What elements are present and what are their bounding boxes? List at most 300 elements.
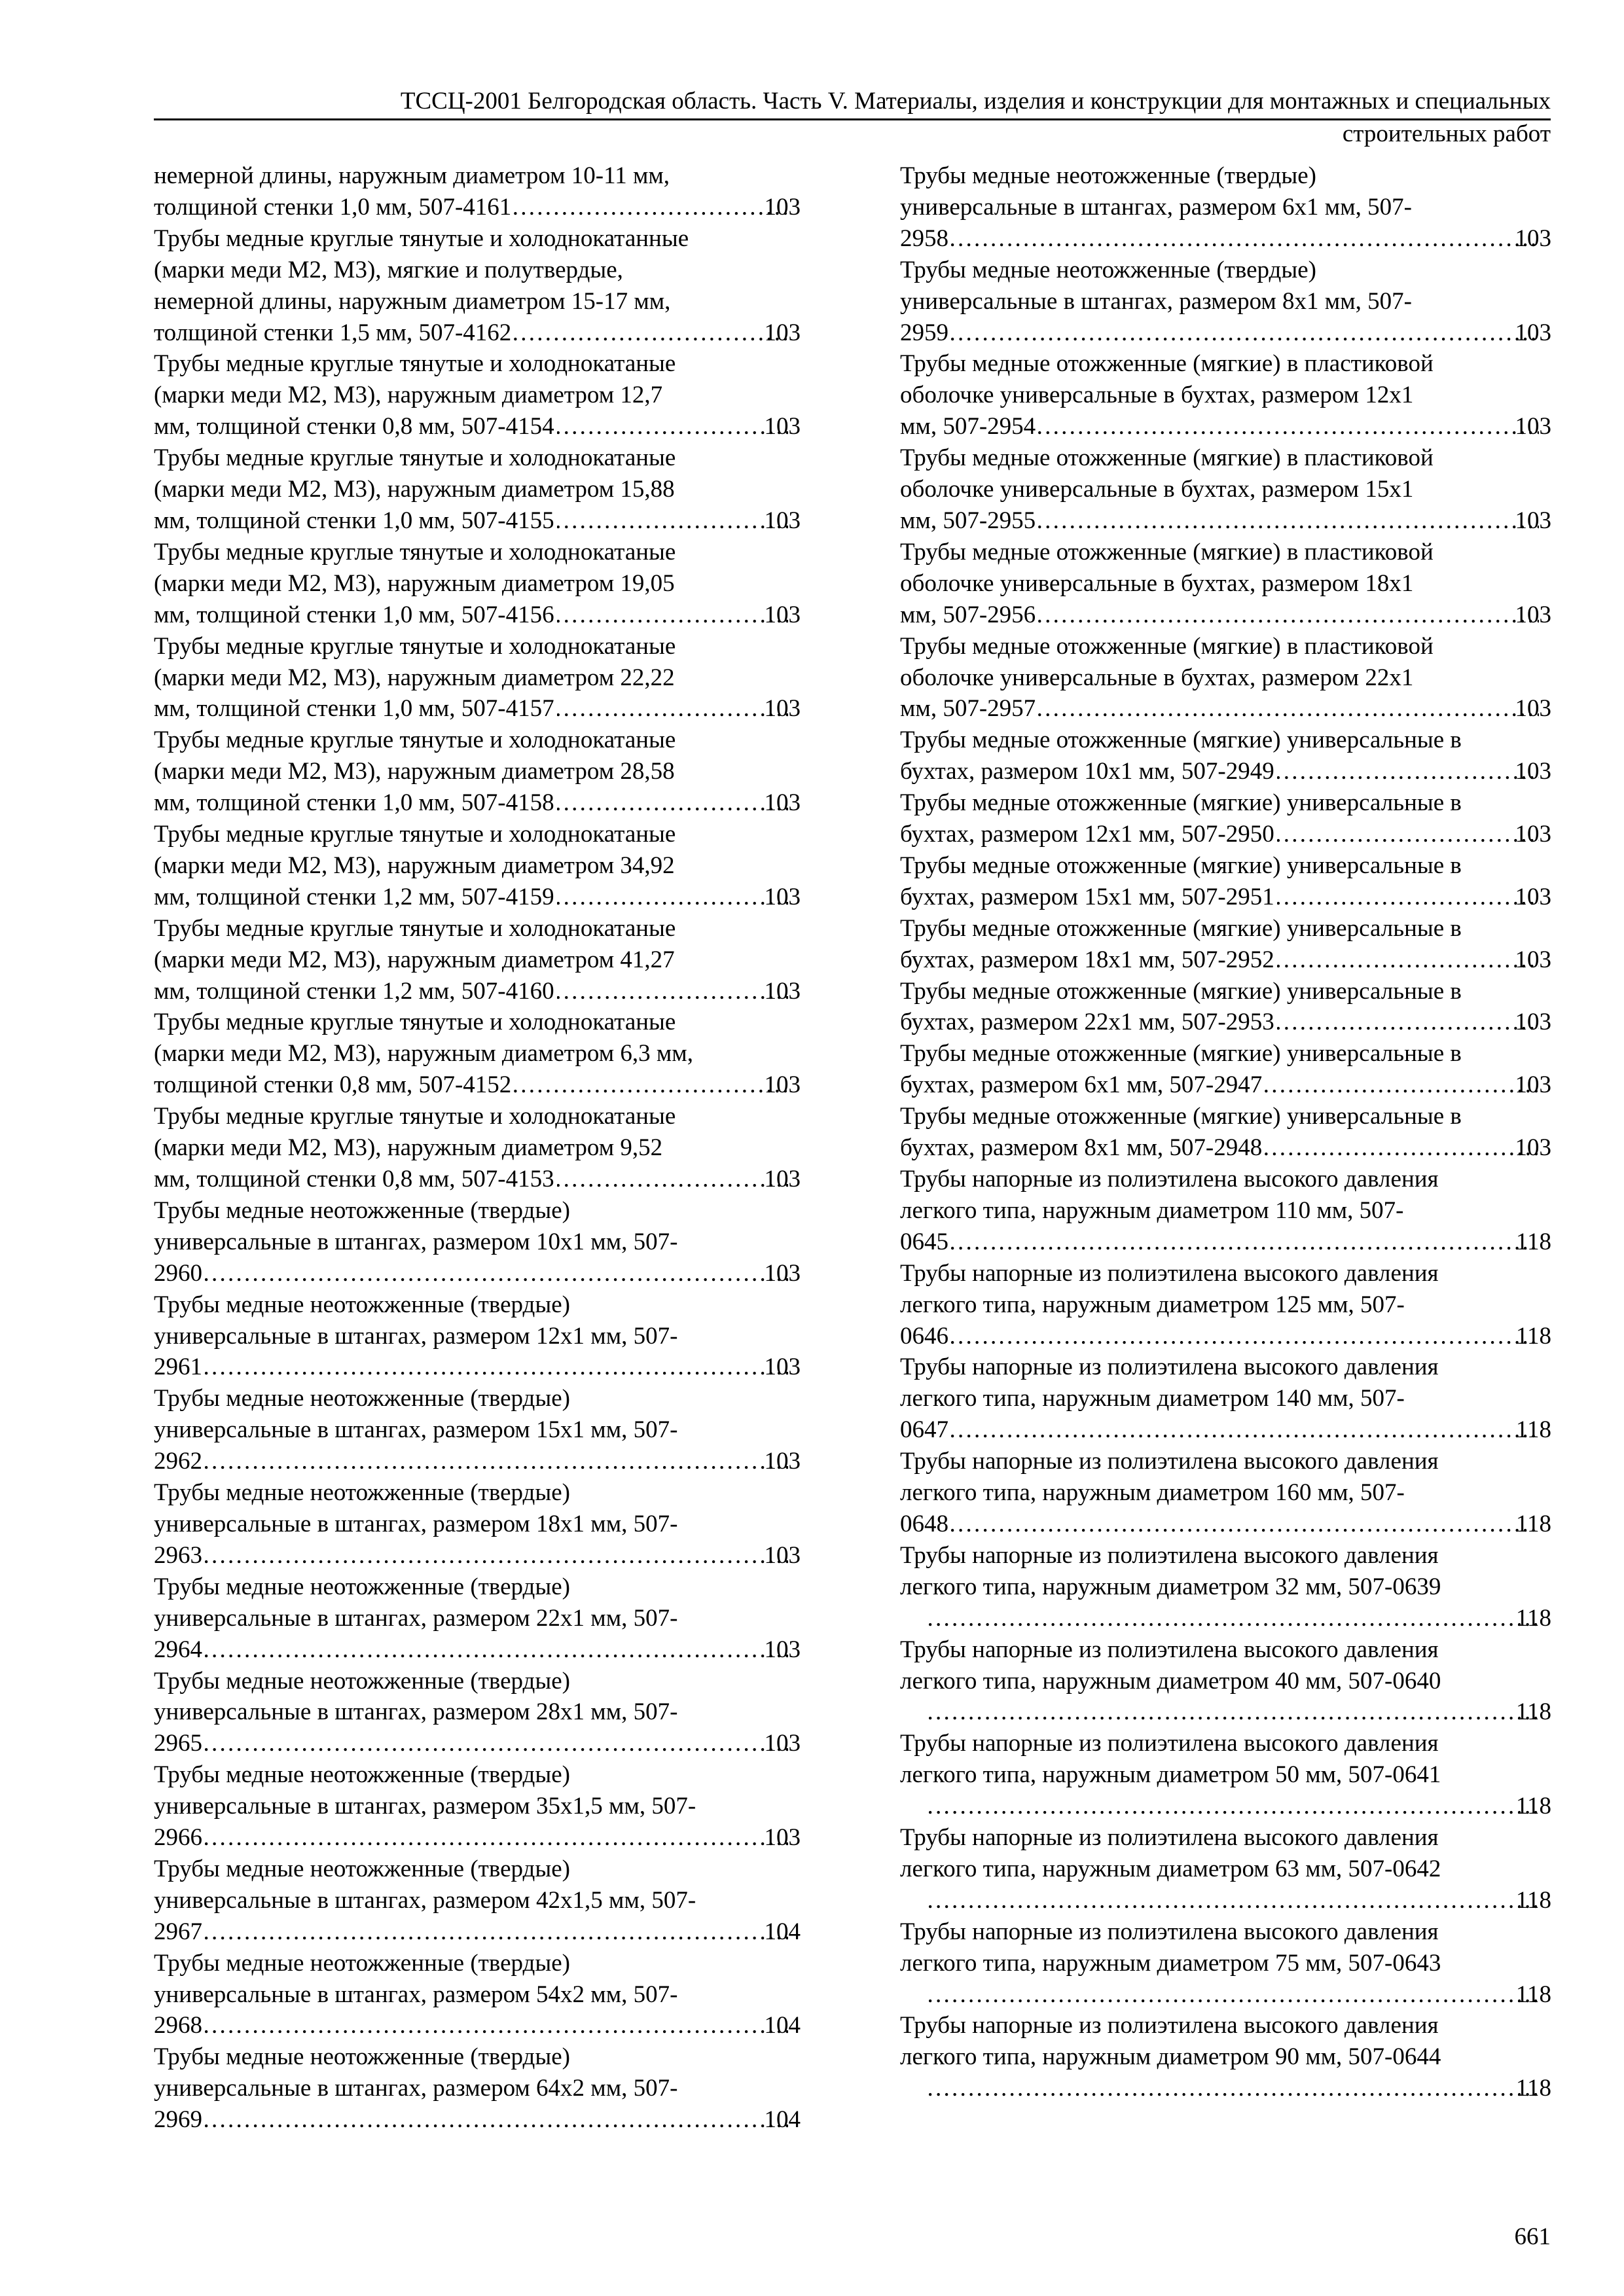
index-entry-line: Трубы медные неотожженные (твердые) xyxy=(154,1385,570,1412)
index-entry-line: универсальные в штангах, размером 18x1 мм, 507- xyxy=(154,1510,678,1537)
index-entry xyxy=(900,1446,1551,1540)
index-entry-last-line xyxy=(900,693,1551,725)
index-entry-page: 103 xyxy=(764,193,801,221)
index-entry-line: Трубы медные круглые тянутые и холоднокатаные xyxy=(154,350,676,378)
index-entry-line: Трубы медные неотожженные (твердые) xyxy=(154,1196,570,1224)
index-entry-line: Трубы медные круглые тянутые и холоднокатаные xyxy=(154,444,676,472)
index-entry-last-line xyxy=(926,1696,1551,1728)
index-entry-line: Трубы медные отожженные (мягкие) универсальные в xyxy=(900,789,1462,817)
index-entry-line: Трубы напорные из полиэтилена высокого давления xyxy=(900,1730,1439,1757)
index-entry-code: толщиной стенки 1,5 мм, 507-4162 xyxy=(154,319,512,346)
index-entry xyxy=(154,1854,801,1948)
index-entry-page: 103 xyxy=(764,883,801,910)
index-entry-page: 118 xyxy=(1515,2075,1551,2102)
index-entry-code: бухтах, размером 18x1 мм, 507-2952 xyxy=(900,946,1274,973)
index-entry-line: Трубы медные неотожженные (твердые) xyxy=(154,1479,570,1507)
index-entry-last-line xyxy=(900,1321,1551,1352)
index-entry xyxy=(154,537,801,631)
index-entry-page: 103 xyxy=(1515,695,1551,723)
index-column-right xyxy=(900,160,1551,2104)
index-entry-line: Трубы медные неотожженные (твердые) xyxy=(154,1949,570,1977)
dot-leader xyxy=(557,600,788,631)
index-entry-line: Трубы медные круглые тянутые и холоднокатаные xyxy=(154,821,676,848)
index-entry-code: 2967 xyxy=(154,1918,202,1945)
index-entry-code: 2969 xyxy=(154,2106,202,2134)
index-entry-page: 118 xyxy=(1515,1510,1551,1537)
index-entry-code: толщиной стенки 1,0 мм, 507-4161 xyxy=(154,193,512,221)
index-entry xyxy=(900,537,1551,631)
index-entry-page: 103 xyxy=(764,1448,801,1475)
index-entry-code: 2962 xyxy=(154,1448,202,1475)
index-entry-page: 118 xyxy=(1515,1698,1551,1726)
index-entry-page: 104 xyxy=(764,1918,801,1945)
index-entry-line: Трубы медные круглые тянутые и холоднокатаные xyxy=(154,1009,676,1036)
index-entry xyxy=(900,1101,1551,1164)
index-entry-line: (марки меди М2, М3), наружным диаметром 9,52 xyxy=(154,1134,663,1162)
index-entry-line: универсальные в штангах, размером 35x1,5 мм, 507- xyxy=(154,1793,696,1820)
index-entry-page: 103 xyxy=(764,319,801,346)
index-entry-code: мм, толщиной стенки 1,0 мм, 507-4156 xyxy=(154,601,554,628)
index-entry-line: Трубы медные отожженные (мягкие) в пластиковой xyxy=(900,444,1434,472)
index-entry-line: Трубы напорные из полиэтилена высокого давления xyxy=(900,1166,1439,1193)
index-entry-page: 103 xyxy=(764,1071,801,1099)
index-entry-last-line xyxy=(926,2073,1551,2104)
dot-leader xyxy=(1038,411,1538,442)
index-entry-last-line xyxy=(900,1069,1551,1101)
index-entry-page: 103 xyxy=(1515,1009,1551,1036)
index-entry-code: 2961 xyxy=(154,1354,202,1381)
dot-leader xyxy=(557,411,788,442)
index-entry xyxy=(900,160,1551,255)
index-entry-page: 103 xyxy=(1515,319,1551,346)
index-entry xyxy=(900,1634,1551,1729)
index-entry xyxy=(154,1571,801,1666)
index-entry-last-line xyxy=(900,411,1551,442)
index-entry-code: 2965 xyxy=(154,1730,202,1757)
index-entry-last-line xyxy=(900,882,1551,913)
index-entry-page: 103 xyxy=(764,1541,801,1569)
index-entry-last-line xyxy=(154,787,801,819)
index-entry-line: немерной длины, наружным диаметром 10-11 мм, xyxy=(154,162,670,189)
dot-leader xyxy=(205,1728,788,1759)
index-entry-line: Трубы медные отожженные (мягкие) универсальные в xyxy=(900,914,1462,942)
index-entry-page: 103 xyxy=(764,413,801,440)
index-entry-page: 103 xyxy=(764,1259,801,1287)
index-entry-code: 2964 xyxy=(154,1636,202,1663)
index-entry-last-line xyxy=(154,317,801,349)
index-entry-line: легкого типа, наружным диаметром 125 мм, 507- xyxy=(900,1291,1405,1318)
index-entry-line: Трубы напорные из полиэтилена высокого давления xyxy=(900,1259,1439,1287)
index-entry-line: универсальные в штангах, размером 42x1,5 мм, 507- xyxy=(154,1886,696,1914)
index-entry-line: оболочке универсальные в бухтах, размером 18x1 xyxy=(900,569,1414,597)
index-entry-page: 118 xyxy=(1515,1886,1551,1914)
index-entry-code: мм, толщиной стенки 1,0 мм, 507-4155 xyxy=(154,507,554,534)
index-entry-line: универсальные в штангах, размером 12x1 мм, 507- xyxy=(154,1322,678,1350)
index-entry-line: (марки меди М2, М3), наружным диаметром 34,92 xyxy=(154,852,675,879)
dot-leader xyxy=(557,693,788,725)
index-entry-line: легкого типа, наружным диаметром 90 мм, 507-0644 xyxy=(900,2043,1441,2071)
index-entry xyxy=(900,348,1551,442)
index-entry-line: универсальные в штангах, размером 15x1 мм, 507- xyxy=(154,1416,678,1444)
index-entry-code: 2963 xyxy=(154,1541,202,1569)
index-entry-code: мм, толщиной стенки 1,2 мм, 507-4160 xyxy=(154,977,554,1005)
index-entry-last-line xyxy=(154,2104,801,2136)
index-entry-last-line xyxy=(900,223,1551,255)
index-entry xyxy=(154,1383,801,1477)
dot-leader xyxy=(1265,1069,1538,1101)
index-entry-code: 2966 xyxy=(154,1824,202,1852)
index-entry-line: (марки меди М2, М3), наружным диаметром 28,58 xyxy=(154,758,675,785)
index-entry-last-line xyxy=(154,1352,801,1383)
dot-leader xyxy=(205,1446,788,1477)
index-entry-line: Трубы медные неотожженные (твердые) xyxy=(900,256,1316,283)
index-entry-code: толщиной стенки 0,8 мм, 507-4152 xyxy=(154,1071,512,1099)
index-column-left xyxy=(154,160,801,2136)
index-entry-line: Трубы медные круглые тянутые и холоднокатаные xyxy=(154,726,676,754)
index-entry-last-line xyxy=(154,1069,801,1101)
index-entry-line: Трубы медные отожженные (мягкие) универсальные в xyxy=(900,852,1462,879)
dot-leader xyxy=(205,1258,788,1289)
index-entry-line: Трубы медные отожженные (мягкие) универсальные в xyxy=(900,1103,1462,1130)
index-entry-line: Трубы медные неотожженные (твердые) xyxy=(154,1761,570,1789)
index-entry-last-line xyxy=(154,1540,801,1571)
dot-leader xyxy=(557,882,788,913)
index-entry-line: Трубы медные неотожженные (твердые) xyxy=(154,1291,570,1318)
index-entry-last-line xyxy=(154,192,801,223)
index-entry-last-line xyxy=(926,1979,1551,2011)
index-entry xyxy=(154,1759,801,1854)
index-entry xyxy=(154,631,801,725)
index-entry-line: Трубы медные отожженные (мягкие) универсальные в xyxy=(900,726,1462,754)
index-entry-line: Трубы напорные из полиэтилена высокого давления xyxy=(900,2012,1439,2039)
index-entry-last-line xyxy=(900,756,1551,787)
index-entry-line: оболочке универсальные в бухтах, размером 22x1 xyxy=(900,664,1414,691)
index-entry-last-line xyxy=(900,600,1551,631)
dot-leader xyxy=(951,1509,1540,1540)
index-entry xyxy=(900,1728,1551,1822)
index-entry-line: легкого типа, наружным диаметром 75 мм, 507-0643 xyxy=(900,1949,1441,1977)
dot-leader xyxy=(929,1885,1540,1916)
index-entry-line: Трубы медные неотожженные (твердые) xyxy=(154,1855,570,1882)
dot-leader xyxy=(1038,600,1538,631)
index-entry-line: оболочке универсальные в бухтах, размером 15x1 xyxy=(900,476,1414,503)
index-entry xyxy=(900,1352,1551,1446)
index-entry-line: универсальные в штангах, размером 28x1 мм, 507- xyxy=(154,1698,678,1726)
index-entry-last-line xyxy=(900,1414,1551,1446)
index-entry-last-line xyxy=(154,693,801,725)
index-entry-last-line xyxy=(900,1227,1551,1258)
index-entry-line: (марки меди М2, М3), наружным диаметром 41,27 xyxy=(154,946,675,973)
index-entry-line: Трубы напорные из полиэтилена высокого давления xyxy=(900,1541,1439,1569)
index-entry-page: 103 xyxy=(1515,883,1551,910)
index-entry xyxy=(154,725,801,819)
index-entry-code: бухтах, размером 8x1 мм, 507-2948 xyxy=(900,1134,1263,1162)
index-entry-line: (марки меди М2, М3), наружным диаметром 19,05 xyxy=(154,569,675,597)
index-entry-last-line xyxy=(154,411,801,442)
dot-leader xyxy=(929,1979,1540,2011)
index-entry-line: (марки меди М2, М3), наружным диаметром 12,7 xyxy=(154,382,663,409)
dot-leader xyxy=(557,505,788,537)
index-entry-page: 103 xyxy=(764,695,801,723)
index-entry xyxy=(154,1195,801,1289)
dot-leader xyxy=(514,192,787,223)
index-entry-line: Трубы напорные из полиэтилена высокого давления xyxy=(900,1824,1439,1852)
index-entry-line: Трубы медные неотожженные (твердые) xyxy=(154,1667,570,1695)
dot-leader xyxy=(557,1164,788,1195)
dot-leader xyxy=(951,223,1539,255)
index-entry-code: мм, толщиной стенки 1,0 мм, 507-4157 xyxy=(154,695,554,723)
index-entry-page: 103 xyxy=(764,977,801,1005)
index-entry-line: Трубы медные круглые тянутые и холоднокатаные xyxy=(154,538,676,565)
index-entry-page: 118 xyxy=(1515,1793,1551,1820)
dot-leader xyxy=(951,1321,1540,1352)
index-entry-page: 103 xyxy=(1515,224,1551,252)
index-entry-line: легкого типа, наружным диаметром 110 мм, 507- xyxy=(900,1196,1404,1224)
dot-leader xyxy=(1277,944,1539,976)
index-entry xyxy=(900,2010,1551,2104)
index-entry-last-line xyxy=(154,882,801,913)
index-entry-code: мм, толщиной стенки 0,8 мм, 507-4153 xyxy=(154,1166,554,1193)
index-entry-line: легкого типа, наружным диаметром 63 мм, 507-0642 xyxy=(900,1855,1441,1882)
dot-leader xyxy=(557,976,788,1007)
index-entry xyxy=(154,348,801,442)
dot-leader xyxy=(929,2073,1540,2104)
dot-leader xyxy=(557,787,788,819)
index-entry-line: универсальные в штангах, размером 64x2 мм, 507- xyxy=(154,2075,678,2102)
index-entry-last-line xyxy=(926,1791,1551,1822)
index-entry-last-line xyxy=(154,1634,801,1666)
index-entry-line: Трубы напорные из полиэтилена высокого давления xyxy=(900,1354,1439,1381)
index-entry-line: легкого типа, наружным диаметром 160 мм, 507- xyxy=(900,1479,1405,1507)
index-entry xyxy=(900,1038,1551,1101)
index-entry xyxy=(900,1540,1551,1634)
index-entry-code: 0646 xyxy=(900,1322,948,1350)
index-entry-last-line xyxy=(154,2010,801,2041)
index-entry-page: 103 xyxy=(1515,946,1551,973)
index-entry-code: мм, 507-2957 xyxy=(900,695,1036,723)
index-entry xyxy=(900,976,1551,1039)
page-number: 661 xyxy=(1514,2223,1551,2250)
index-entry-page: 103 xyxy=(764,1354,801,1381)
index-entry-code: бухтах, размером 6x1 мм, 507-2947 xyxy=(900,1071,1263,1099)
index-entry-page: 103 xyxy=(764,1636,801,1663)
dot-leader xyxy=(514,317,787,349)
index-entry-page: 118 xyxy=(1515,1981,1551,2008)
index-entry xyxy=(154,223,801,349)
index-entry-page: 103 xyxy=(764,1730,801,1757)
index-entry-page: 103 xyxy=(1515,413,1551,440)
index-entry-line: легкого типа, наружным диаметром 50 мм, 507-0641 xyxy=(900,1761,1441,1789)
index-entry-last-line xyxy=(900,1132,1551,1164)
index-entry-last-line xyxy=(154,1728,801,1759)
index-entry-code: мм, толщиной стенки 1,2 мм, 507-4159 xyxy=(154,883,554,910)
dot-leader xyxy=(1265,1132,1538,1164)
index-entry-last-line xyxy=(900,1007,1551,1038)
index-entry-code: 0647 xyxy=(900,1416,948,1444)
index-entry xyxy=(154,1289,801,1384)
dot-leader xyxy=(205,1634,788,1666)
index-entry-line: Трубы напорные из полиэтилена высокого давления xyxy=(900,1448,1439,1475)
index-entry xyxy=(900,850,1551,913)
index-entry-last-line xyxy=(154,1164,801,1195)
index-entry xyxy=(154,819,801,913)
index-entry-page: 103 xyxy=(764,1166,801,1193)
index-entry-last-line xyxy=(154,505,801,537)
index-entry-line: оболочке универсальные в бухтах, размером 12x1 xyxy=(900,382,1414,409)
dot-leader xyxy=(951,317,1539,349)
index-entry-page: 118 xyxy=(1515,1322,1551,1350)
index-entry xyxy=(900,442,1551,537)
header-subtitle: строительных работ xyxy=(1342,120,1551,147)
index-entry-line: Трубы медные неотожженные (твердые) xyxy=(900,162,1316,189)
dot-leader xyxy=(951,1414,1540,1446)
index-entry-last-line xyxy=(154,976,801,1007)
index-entry-last-line xyxy=(926,1885,1551,1916)
index-entry-line: легкого типа, наружным диаметром 40 мм, 507-0640 xyxy=(900,1667,1441,1695)
index-entry-line: Трубы напорные из полиэтилена высокого давления xyxy=(900,1636,1439,1663)
index-entry-page: 103 xyxy=(764,601,801,628)
index-entry xyxy=(900,255,1551,349)
index-entry-page: 103 xyxy=(1515,507,1551,534)
index-entry xyxy=(900,1822,1551,1916)
index-entry-last-line xyxy=(154,1822,801,1854)
index-entry-code: 2968 xyxy=(154,2012,202,2039)
index-entry-last-line xyxy=(900,819,1551,850)
index-entry-line: (марки меди М2, М3), наружным диаметром 15,88 xyxy=(154,476,675,503)
index-entry-last-line xyxy=(900,944,1551,976)
index-entry-line: Трубы медные неотожженные (твердые) xyxy=(154,1573,570,1600)
index-entry-page: 103 xyxy=(764,507,801,534)
index-entry-page: 103 xyxy=(1515,1071,1551,1099)
dot-leader xyxy=(929,1791,1540,1822)
index-entry-line: Трубы медные круглые тянутые и холоднокатаные xyxy=(154,632,676,660)
index-entry-line: (марки меди М2, М3), мягкие и полутвердые, xyxy=(154,256,623,283)
index-entry xyxy=(900,913,1551,976)
index-entry-code: мм, 507-2954 xyxy=(900,413,1036,440)
index-entry-code: мм, 507-2956 xyxy=(900,601,1036,628)
index-entry-code: 2959 xyxy=(900,319,948,346)
index-entry-last-line xyxy=(900,505,1551,537)
index-entry-line: универсальные в штангах, размером 22x1 мм, 507- xyxy=(154,1604,678,1632)
index-entry-code: 2960 xyxy=(154,1259,202,1287)
index-entry-page: 103 xyxy=(1515,758,1551,785)
index-entry-line: Трубы медные отожженные (мягкие) универсальные в xyxy=(900,1040,1462,1067)
dot-leader xyxy=(1038,693,1538,725)
index-entry-code: 2958 xyxy=(900,224,948,252)
index-entry-page: 104 xyxy=(764,2106,801,2134)
index-entry-page: 103 xyxy=(1515,821,1551,848)
index-entry xyxy=(154,1948,801,2042)
index-entry-line: универсальные в штангах, размером 8x1 мм, 507- xyxy=(900,287,1412,315)
dot-leader xyxy=(929,1696,1540,1728)
index-entry-code: 0645 xyxy=(900,1228,948,1255)
index-entry-code: мм, толщиной стенки 1,0 мм, 507-4158 xyxy=(154,789,554,817)
index-entry xyxy=(900,1916,1551,2011)
dot-leader xyxy=(951,1227,1540,1258)
index-entry-line: универсальные в штангах, размером 54x2 мм, 507- xyxy=(154,1981,678,2008)
index-entry-line: (марки меди М2, М3), наружным диаметром 22,22 xyxy=(154,664,675,691)
index-entry xyxy=(900,1258,1551,1352)
index-entry-line: Трубы медные круглые тянутые и холоднокатанные xyxy=(154,224,689,252)
dot-leader xyxy=(1277,756,1539,787)
dot-leader xyxy=(1038,505,1538,537)
index-entry xyxy=(900,787,1551,850)
index-entry-code: бухтах, размером 22x1 мм, 507-2953 xyxy=(900,1009,1274,1036)
dot-leader xyxy=(929,1603,1540,1634)
dot-leader xyxy=(1277,1007,1539,1038)
dot-leader xyxy=(1277,882,1539,913)
index-entry xyxy=(154,913,801,1007)
index-entry xyxy=(900,1164,1551,1258)
dot-leader xyxy=(205,1822,788,1854)
index-entry-code: мм, толщиной стенки 0,8 мм, 507-4154 xyxy=(154,413,554,440)
running-header xyxy=(154,84,1551,120)
index-entry-line: Трубы медные неотожженные (твердые) xyxy=(154,2043,570,2071)
dot-leader xyxy=(514,1069,787,1101)
index-entry-code: бухтах, размером 10x1 мм, 507-2949 xyxy=(900,758,1274,785)
dot-leader xyxy=(205,2010,788,2041)
index-entry-last-line xyxy=(900,317,1551,349)
index-entry-page: 104 xyxy=(764,2012,801,2039)
index-entry-last-line xyxy=(154,1258,801,1289)
index-entry-line: Трубы напорные из полиэтилена высокого давления xyxy=(900,1918,1439,1945)
dot-leader xyxy=(205,1916,788,1948)
index-entry-line: (марки меди М2, М3), наружным диаметром 6,3 мм, xyxy=(154,1040,693,1067)
index-entry-page: 103 xyxy=(764,1824,801,1852)
index-entry-line: Трубы медные отожженные (мягкие) в пластиковой xyxy=(900,632,1434,660)
index-entry-code: бухтах, размером 12x1 мм, 507-2950 xyxy=(900,821,1274,848)
index-entry-line: универсальные в штангах, размером 6x1 мм, 507- xyxy=(900,193,1412,221)
dot-leader xyxy=(205,2104,788,2136)
index-entry xyxy=(154,442,801,537)
index-entry-line: Трубы медные отожженные (мягкие) в пластиковой xyxy=(900,350,1434,378)
index-entry-last-line xyxy=(900,1509,1551,1540)
index-entry-last-line xyxy=(154,600,801,631)
index-entry-page: 103 xyxy=(1515,601,1551,628)
index-entry xyxy=(154,1666,801,1760)
dot-leader xyxy=(205,1540,788,1571)
index-entry-line: Трубы медные отожженные (мягкие) универсальные в xyxy=(900,977,1462,1005)
index-entry-code: бухтах, размером 15x1 мм, 507-2951 xyxy=(900,883,1274,910)
index-entry xyxy=(154,1101,801,1195)
index-entry xyxy=(900,725,1551,787)
index-entry-page: 118 xyxy=(1515,1228,1551,1255)
index-entry-last-line xyxy=(926,1603,1551,1634)
index-entry-line: немерной длины, наружным диаметром 15-17 мм, xyxy=(154,287,671,315)
index-entry-page: 103 xyxy=(1515,1134,1551,1162)
index-entry-line: Трубы медные круглые тянутые и холоднокатаные xyxy=(154,1103,676,1130)
index-entry-last-line xyxy=(154,1446,801,1477)
index-entry-line: универсальные в штангах, размером 10x1 мм, 507- xyxy=(154,1228,678,1255)
index-entry-page: 103 xyxy=(764,789,801,817)
index-entry-code: 0648 xyxy=(900,1510,948,1537)
index-entry-last-line xyxy=(154,1916,801,1948)
header-title: ТССЦ-2001 Белгородская область. Часть V. Материалы, изделия и конструкции для монтажных и специальных xyxy=(400,88,1551,115)
index-entry xyxy=(154,2041,801,2136)
index-entry xyxy=(154,1007,801,1101)
index-entry xyxy=(900,631,1551,725)
index-entry xyxy=(154,1477,801,1571)
index-entry-line: легкого типа, наружным диаметром 140 мм, 507- xyxy=(900,1385,1405,1412)
dot-leader xyxy=(205,1352,788,1383)
index-entry-line: легкого типа, наружным диаметром 32 мм, 507-0639 xyxy=(900,1573,1441,1600)
index-entry-line: Трубы медные круглые тянутые и холоднокатаные xyxy=(154,914,676,942)
index-entry-page: 118 xyxy=(1515,1416,1551,1444)
dot-leader xyxy=(1277,819,1539,850)
index-entry-code: мм, 507-2955 xyxy=(900,507,1036,534)
index-entry-line: Трубы медные отожженные (мягкие) в пластиковой xyxy=(900,538,1434,565)
index-entry-page: 118 xyxy=(1515,1604,1551,1632)
